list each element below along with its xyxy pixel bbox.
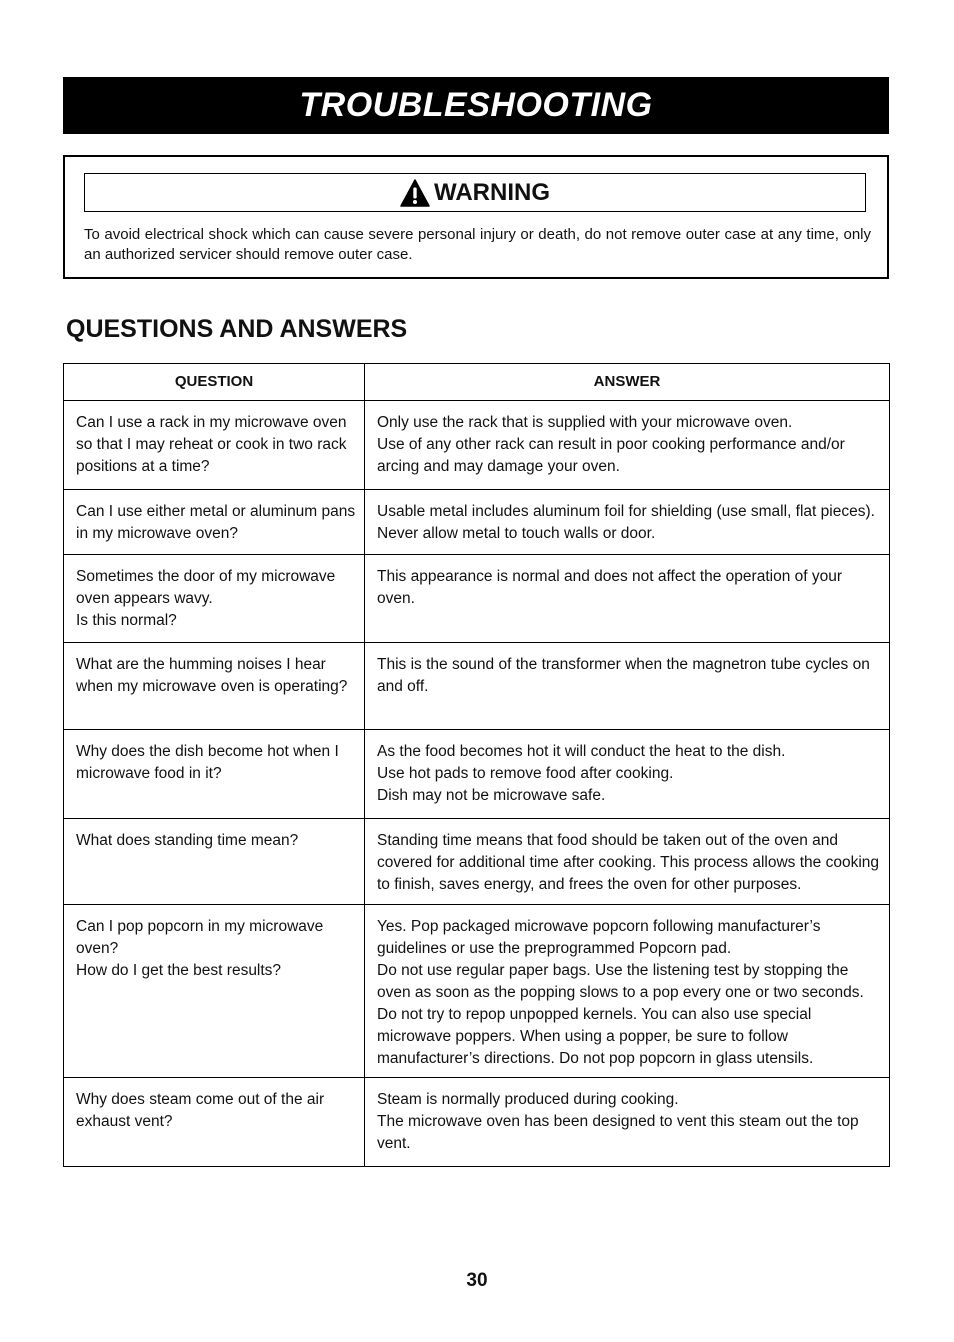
column-header-question: QUESTION xyxy=(64,364,365,401)
table-row xyxy=(64,730,890,819)
table-row xyxy=(64,905,890,1078)
table-row xyxy=(64,643,890,730)
question-text: Can I pop popcorn in my microwave oven? xyxy=(76,918,324,957)
warning-text: To avoid electrical shock which can cause severe personal injury or death, do not remove outer case at any time, only an authorized servicer should remove outer case. xyxy=(84,226,871,263)
answer-cell xyxy=(365,905,890,1078)
answer-text: Dish may not be microwave safe. xyxy=(377,787,606,804)
answer-text: Yes. Pop packaged microwave popcorn following manufacturer’s guidelines or use the preprogrammed Popcorn pad. xyxy=(377,918,821,957)
answer-cell xyxy=(365,401,890,490)
answer-cell xyxy=(365,819,890,905)
question-text: What does standing time mean? xyxy=(76,832,299,849)
question-text: Why does the dish become hot when I microwave food in it? xyxy=(76,743,339,782)
question-cell xyxy=(64,905,365,1078)
question-cell xyxy=(64,401,365,490)
table-row xyxy=(64,819,890,905)
answer-text: As the food becomes hot it will conduct the heat to the dish. xyxy=(377,743,786,760)
question-text: Is this normal? xyxy=(76,612,177,629)
question-cell xyxy=(64,819,365,905)
table-row xyxy=(64,490,890,555)
table-row xyxy=(64,555,890,643)
table-header-row xyxy=(64,364,890,401)
warning-box xyxy=(63,155,889,279)
answer-text: Steam is normally produced during cooking. xyxy=(377,1091,679,1108)
answer-text: Use hot pads to remove food after cooking. xyxy=(377,765,674,782)
answer-cell xyxy=(365,643,890,730)
question-text: Sometimes the door of my microwave oven appears wavy. xyxy=(76,568,336,607)
answer-cell xyxy=(365,555,890,643)
answer-text: The microwave oven has been designed to vent this steam out the top vent. xyxy=(377,1113,859,1152)
column-header-answer: ANSWER xyxy=(365,364,890,401)
answer-text: This appearance is normal and does not affect the operation of your oven. xyxy=(377,568,843,607)
title-bar xyxy=(63,77,889,134)
question-cell xyxy=(64,730,365,819)
answer-text: This is the sound of the transformer when the magnetron tube cycles on and off. xyxy=(377,656,870,695)
question-text: How do I get the best results? xyxy=(76,962,282,979)
warning-heading: WARNING xyxy=(434,178,550,206)
answer-text: Use of any other rack can result in poor cooking performance and/or arcing and may damage your oven. xyxy=(377,436,845,475)
question-cell xyxy=(64,1078,365,1167)
answer-text: Standing time means that food should be taken out of the oven and covered for additional time after cooking. This process allows the cooking to finish, saves energy, and frees the oven for other purposes. xyxy=(377,832,880,893)
answer-cell xyxy=(365,730,890,819)
answer-text: Only use the rack that is supplied with your microwave oven. xyxy=(377,414,793,431)
question-text: Why does steam come out of the air exhaust vent? xyxy=(76,1091,325,1130)
question-cell xyxy=(64,490,365,555)
question-text: Can I use either metal or aluminum pans in my microwave oven? xyxy=(76,503,356,542)
warning-triangle-icon xyxy=(400,179,430,207)
question-cell xyxy=(64,643,365,730)
page-title: TROUBLESHOOTING xyxy=(299,86,653,124)
question-text: Can I use a rack in my microwave oven so that I may reheat or cook in two rack positions at a time? xyxy=(76,414,347,475)
qa-heading: QUESTIONS AND ANSWERS xyxy=(66,315,408,343)
page-number: 30 xyxy=(466,1270,488,1291)
answer-text: Do not use regular paper bags. Use the listening test by stopping the oven as soon as the popping slows to a pop every one or two seconds. Do not try to repop unpopped kernels. You can also use special microwave poppers. When using a popper, be sure to follow manufacturer’s directions. Do not pop popcorn in glass utensils. xyxy=(377,962,864,1067)
qa-table xyxy=(63,363,890,1167)
table-row xyxy=(64,1078,890,1167)
question-text: What are the humming noises I hear when my microwave oven is operating? xyxy=(76,656,348,695)
answer-cell xyxy=(365,1078,890,1167)
table-row xyxy=(64,401,890,490)
answer-cell xyxy=(365,490,890,555)
question-cell xyxy=(64,555,365,643)
warning-header xyxy=(84,173,866,212)
answer-text: Usable metal includes aluminum foil for shielding (use small, flat pieces). Never allow metal to touch walls or door. xyxy=(377,503,875,542)
